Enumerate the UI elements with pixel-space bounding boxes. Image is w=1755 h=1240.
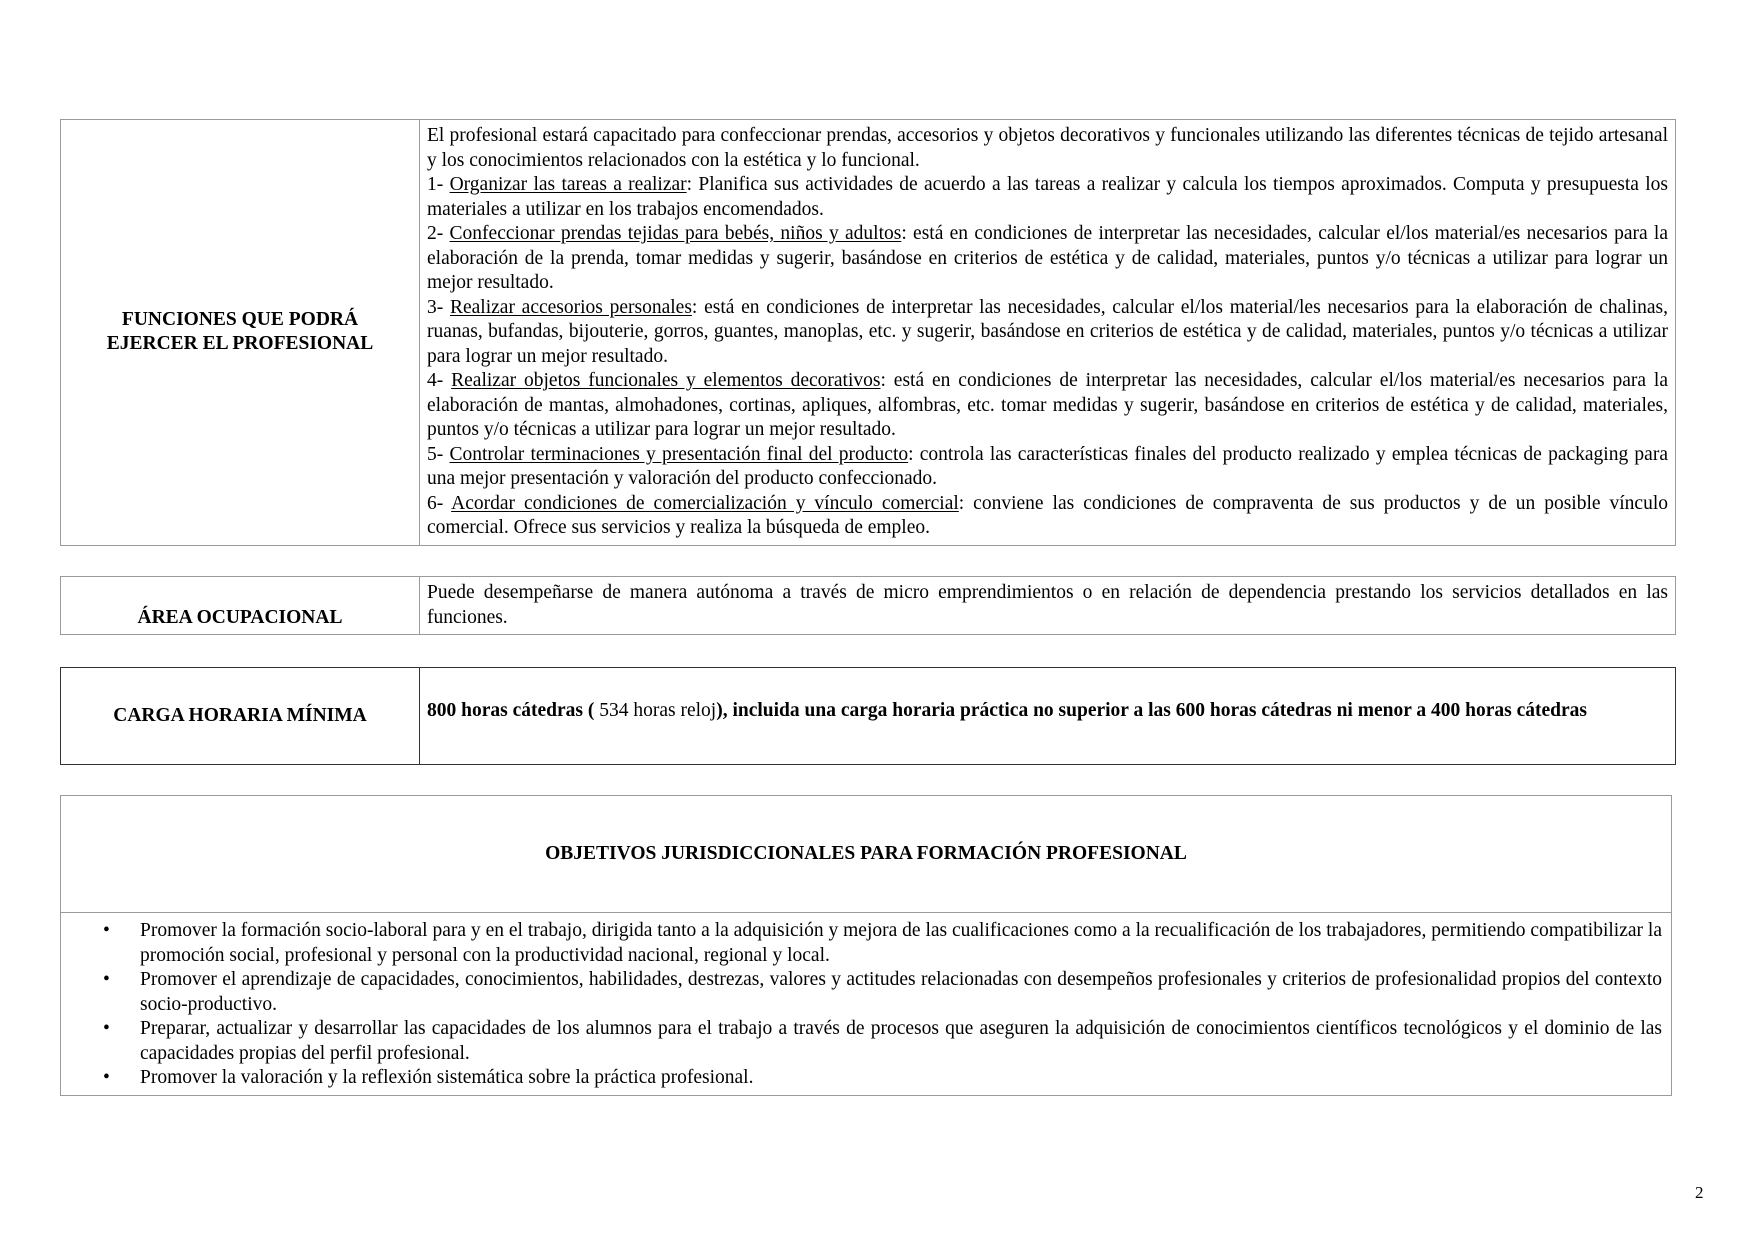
page-number: 2	[1695, 1183, 1704, 1202]
funcion-title-6: Acordar condiciones de comercialización y vínculo comercial	[451, 492, 959, 514]
funcion-title-5: Controlar terminaciones y presentación final del producto	[449, 443, 909, 465]
funcion-item-5: 5- Controlar terminaciones y presentación final del producto: controla las características finales del producto realizado y emplea técnicas de packaging para una mejor presentación y valoración del producto confeccionado.	[427, 443, 1668, 489]
bullet-icon: •	[103, 1067, 110, 1088]
funcion-item-1: 1- Organizar las tareas a realizar: Planifica sus actividades de acuerdo a las tareas a realizar y calcula los tiempos aproximados. Computa y presupuesta los materiales a utilizar en los trabajos encomendados.	[427, 174, 1669, 220]
objetivos-content	[61, 913, 1672, 1096]
objetivo-item-4: • Promover la valoración y la reflexión sistemática sobre la práctica profesional.	[68, 1066, 1664, 1091]
carga-horaria-table	[60, 667, 1676, 765]
funcion-item-2: 2- Confeccionar prendas tejidas para bebés, niños y adultos: está en condiciones de interpretar las necesidades, calcular el/los material/es necesarios para la elaboración de la prenda, tomar medidas y sugerir, basándose en criterios de estética y de calidad, materiales, puntos y/o técnicas a utilizar para lograr un mejor resultado.	[427, 223, 1668, 293]
objetivo-item-2: • Promover el aprendizaje de capacidades, conocimientos, habilidades, destrezas, valores y actitudes relacionadas con desempeños profesionales y criterios de profesionalidad propios del contexto socio-productivo.	[103, 969, 1662, 1015]
objetivos-table	[60, 795, 1672, 1096]
funcion-title-3: Realizar accesorios personales	[449, 296, 692, 318]
area-ocupacional-text: Puede desempeñarse de manera autónoma a través de micro emprendimientos o en relación de dependencia prestando los servicios detallados en las funciones.	[420, 577, 1676, 635]
objetivos-title: OBJETIVOS JURISDICCIONALES PARA FORMACIÓN PROFESIONAL	[61, 796, 1672, 913]
funciones-label-line2: EJERCER EL PROFESIONAL	[106, 333, 374, 355]
funciones-intro: El profesional estará capacitado para confeccionar prendas, accesorios y objetos decorativos y funcionales utilizando las diferentes técnicas de tejido artesanal y los conocimientos relacionados con la estética y lo funcional.	[427, 125, 1668, 171]
bullet-icon: •	[103, 969, 110, 990]
funcion-title-1: Organizar las tareas a realizar	[449, 174, 687, 195]
horas-reloj: 534 horas reloj	[599, 699, 717, 721]
area-ocupacional-table	[60, 576, 1676, 635]
funciones-label	[61, 120, 420, 546]
funcion-item-3: 3- Realizar accesorios personales: está en condiciones de interpretar las necesidades, calcular el/los material/les necesarios para la elaboración de chalinas, ruanas, bufandas, bijouterie, gorros, guantes, manoplas, etc. y sugerir, basándose en criterios de estética y de calidad, materiales, puntos y/o técnicas a utilizar para lograr un mejor resultado.	[427, 296, 1669, 367]
carga-horaria-text: 800 horas cátedras ( 534 horas reloj), incluida una carga horaria práctica no superior a las 600 horas cátedras ni menor a 400 horas cátedras	[420, 668, 1676, 765]
funciones-table	[60, 119, 1676, 546]
funciones-label-line1: FUNCIONES QUE PODRÁ	[121, 308, 359, 330]
funciones-content	[420, 120, 1676, 546]
objetivo-item-1: • Promover la formación socio-laboral para y en el trabajo, dirigida tanto a la adquisición y mejora de las cualificaciones como a la recualificación de los trabajadores, permitiendo compatibilizar la promoción social, profesional y personal con la productividad nacional, regional y local.	[103, 920, 1662, 966]
funcion-title-4: Realizar objetos funcionales y elementos decorativos	[451, 370, 881, 391]
bullet-icon: •	[103, 1018, 110, 1039]
objetivos-list	[68, 919, 1664, 1091]
bullet-icon: •	[103, 920, 110, 941]
funcion-item-6: 6- Acordar condiciones de comercialización y vínculo comercial: conviene las condiciones de compraventa de sus productos y de un posible vínculo comercial. Ofrece sus servicios y realiza la búsqueda de empleo.	[427, 492, 1669, 538]
carga-horaria-label: CARGA HORARIA MÍNIMA	[61, 668, 420, 765]
area-ocupacional-label: ÁREA OCUPACIONAL	[61, 577, 420, 635]
objetivo-item-3: • Preparar, actualizar y desarrollar las capacidades de los alumnos para el trabajo a través de procesos que aseguren la adquisición de conocimientos científicos tecnológicos y el dominio de las capacidades propias del perfil profesional.	[103, 1018, 1662, 1064]
funcion-title-2: Confeccionar prendas tejidas para bebés, niños y adultos	[449, 223, 902, 244]
funcion-item-4: 4- Realizar objetos funcionales y elementos decorativos: está en condiciones de interpretar las necesidades, calcular el/los material/es necesarios para la elaboración de mantas, almohadones, cortinas, apliques, alfombras, etc. tomar medidas y sugerir, basándose en criterios de estética y de calidad, materiales, puntos y/o técnicas a utilizar para lograr un mejor resultado.	[427, 370, 1668, 440]
